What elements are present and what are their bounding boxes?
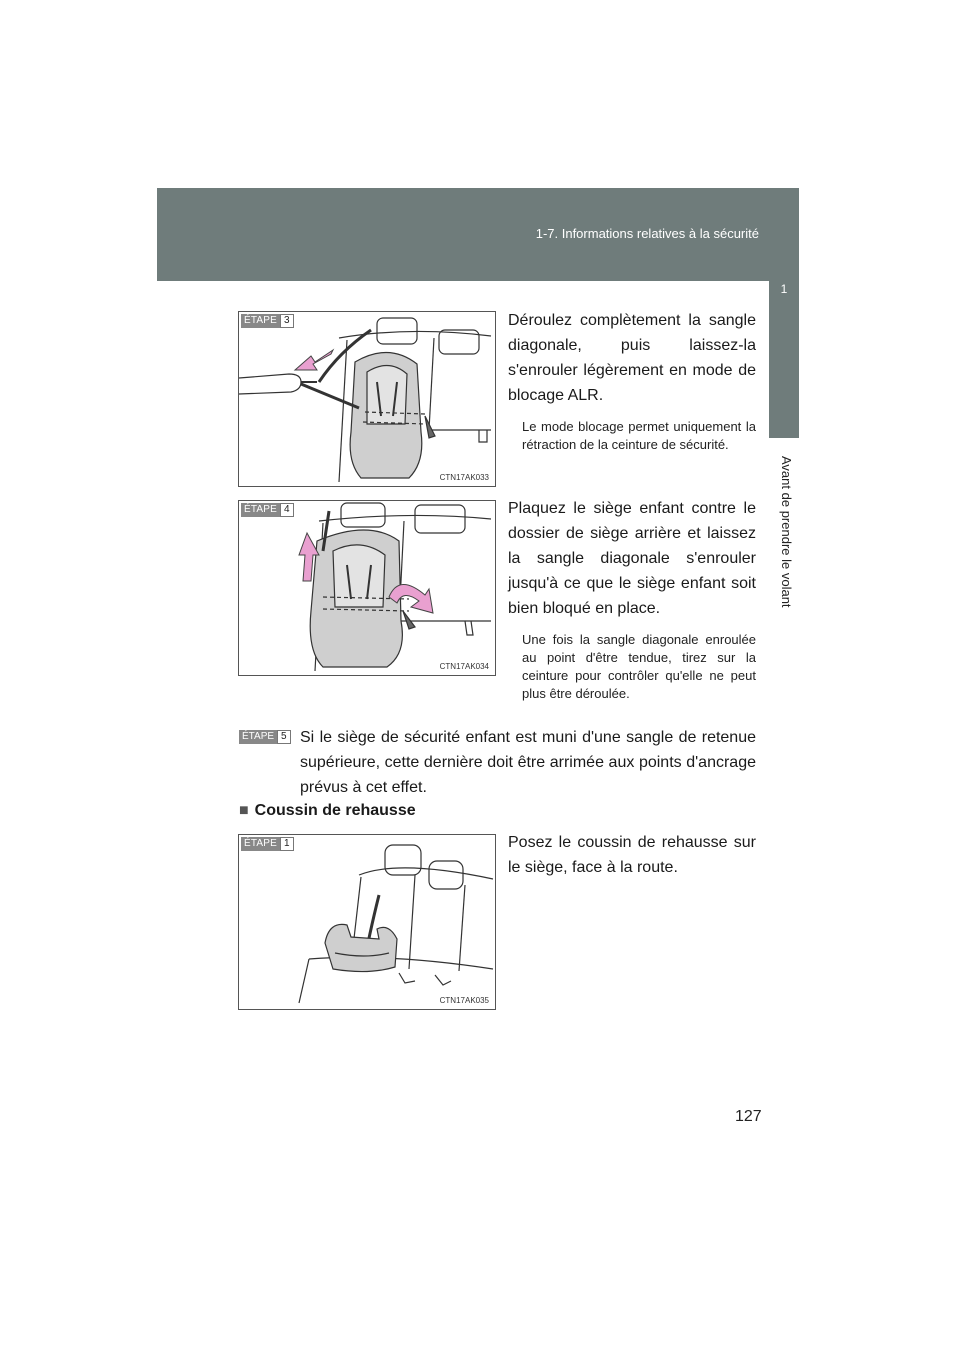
figure-step-3 — [238, 311, 496, 487]
step-word: ÉTAPE — [241, 503, 280, 517]
step-3-instruction: Déroulez complètement la sangle diagonale, puis laissez-la s'enrouler légèrement en mode de blocage ALR. — [508, 312, 756, 404]
figure-step-4 — [238, 500, 496, 676]
section-heading-title: Coussin de rehausse — [254, 802, 416, 819]
chapter-number: 1 — [780, 282, 788, 296]
step-5-instruction: Si le siège de sécurité enfant est muni d'une sangle de retenue supérieure, cette dernière doit être arrimée aux points d'ancrage prévus à cet effet. — [300, 729, 756, 796]
step-3-note: Le mode blocage permet uniquement la rétraction de la ceinture de sécurité. — [522, 419, 756, 452]
chapter-caption: Avant de prendre le volant — [779, 456, 794, 608]
figure-booster-step-1 — [238, 834, 496, 1010]
seat-illustration-step-3 — [239, 312, 495, 486]
figure-code: CTN17AK035 — [439, 996, 489, 1005]
step-number: 5 — [277, 730, 291, 744]
step-badge — [241, 314, 294, 328]
figure-code: CTN17AK033 — [439, 473, 489, 482]
step-3-text-block — [508, 308, 756, 454]
section-heading — [239, 802, 416, 820]
step-number: 4 — [280, 503, 294, 517]
page-number: 127 — [735, 1108, 762, 1125]
step-badge — [241, 503, 294, 517]
step-badge — [241, 837, 294, 851]
section-title: 1-7. Informations relatives à la sécurité — [535, 226, 759, 241]
step-word: ÉTAPE — [239, 730, 277, 744]
step-number: 3 — [280, 314, 294, 328]
step-4-instruction: Plaquez le siège enfant contre le dossier de siège arrière et laissez la sangle diagonale s'enrouler jusqu'à ce que le siège enfant soit bien bloqué en place. — [508, 500, 756, 617]
step-number: 1 — [280, 837, 294, 851]
chapter-tab — [769, 188, 799, 438]
step-5-badge — [239, 730, 291, 744]
booster-instruction: Posez le coussin de rehausse sur le siège, face à la route. — [508, 834, 756, 876]
section-marker: ■ — [239, 802, 249, 819]
step-4-note: Une fois la sangle diagonale enroulée au point d'être tendue, tirez sur la ceinture pour contrôler qu'elle ne peut plus être déroulée. — [522, 632, 756, 701]
booster-illustration — [239, 835, 495, 1009]
seat-illustration-step-4 — [239, 501, 495, 675]
step-word: ÉTAPE — [241, 314, 280, 328]
header-band — [157, 188, 799, 281]
step-word: ÉTAPE — [241, 837, 280, 851]
step-4-text-block — [508, 496, 756, 703]
figure-code: CTN17AK034 — [439, 662, 489, 671]
